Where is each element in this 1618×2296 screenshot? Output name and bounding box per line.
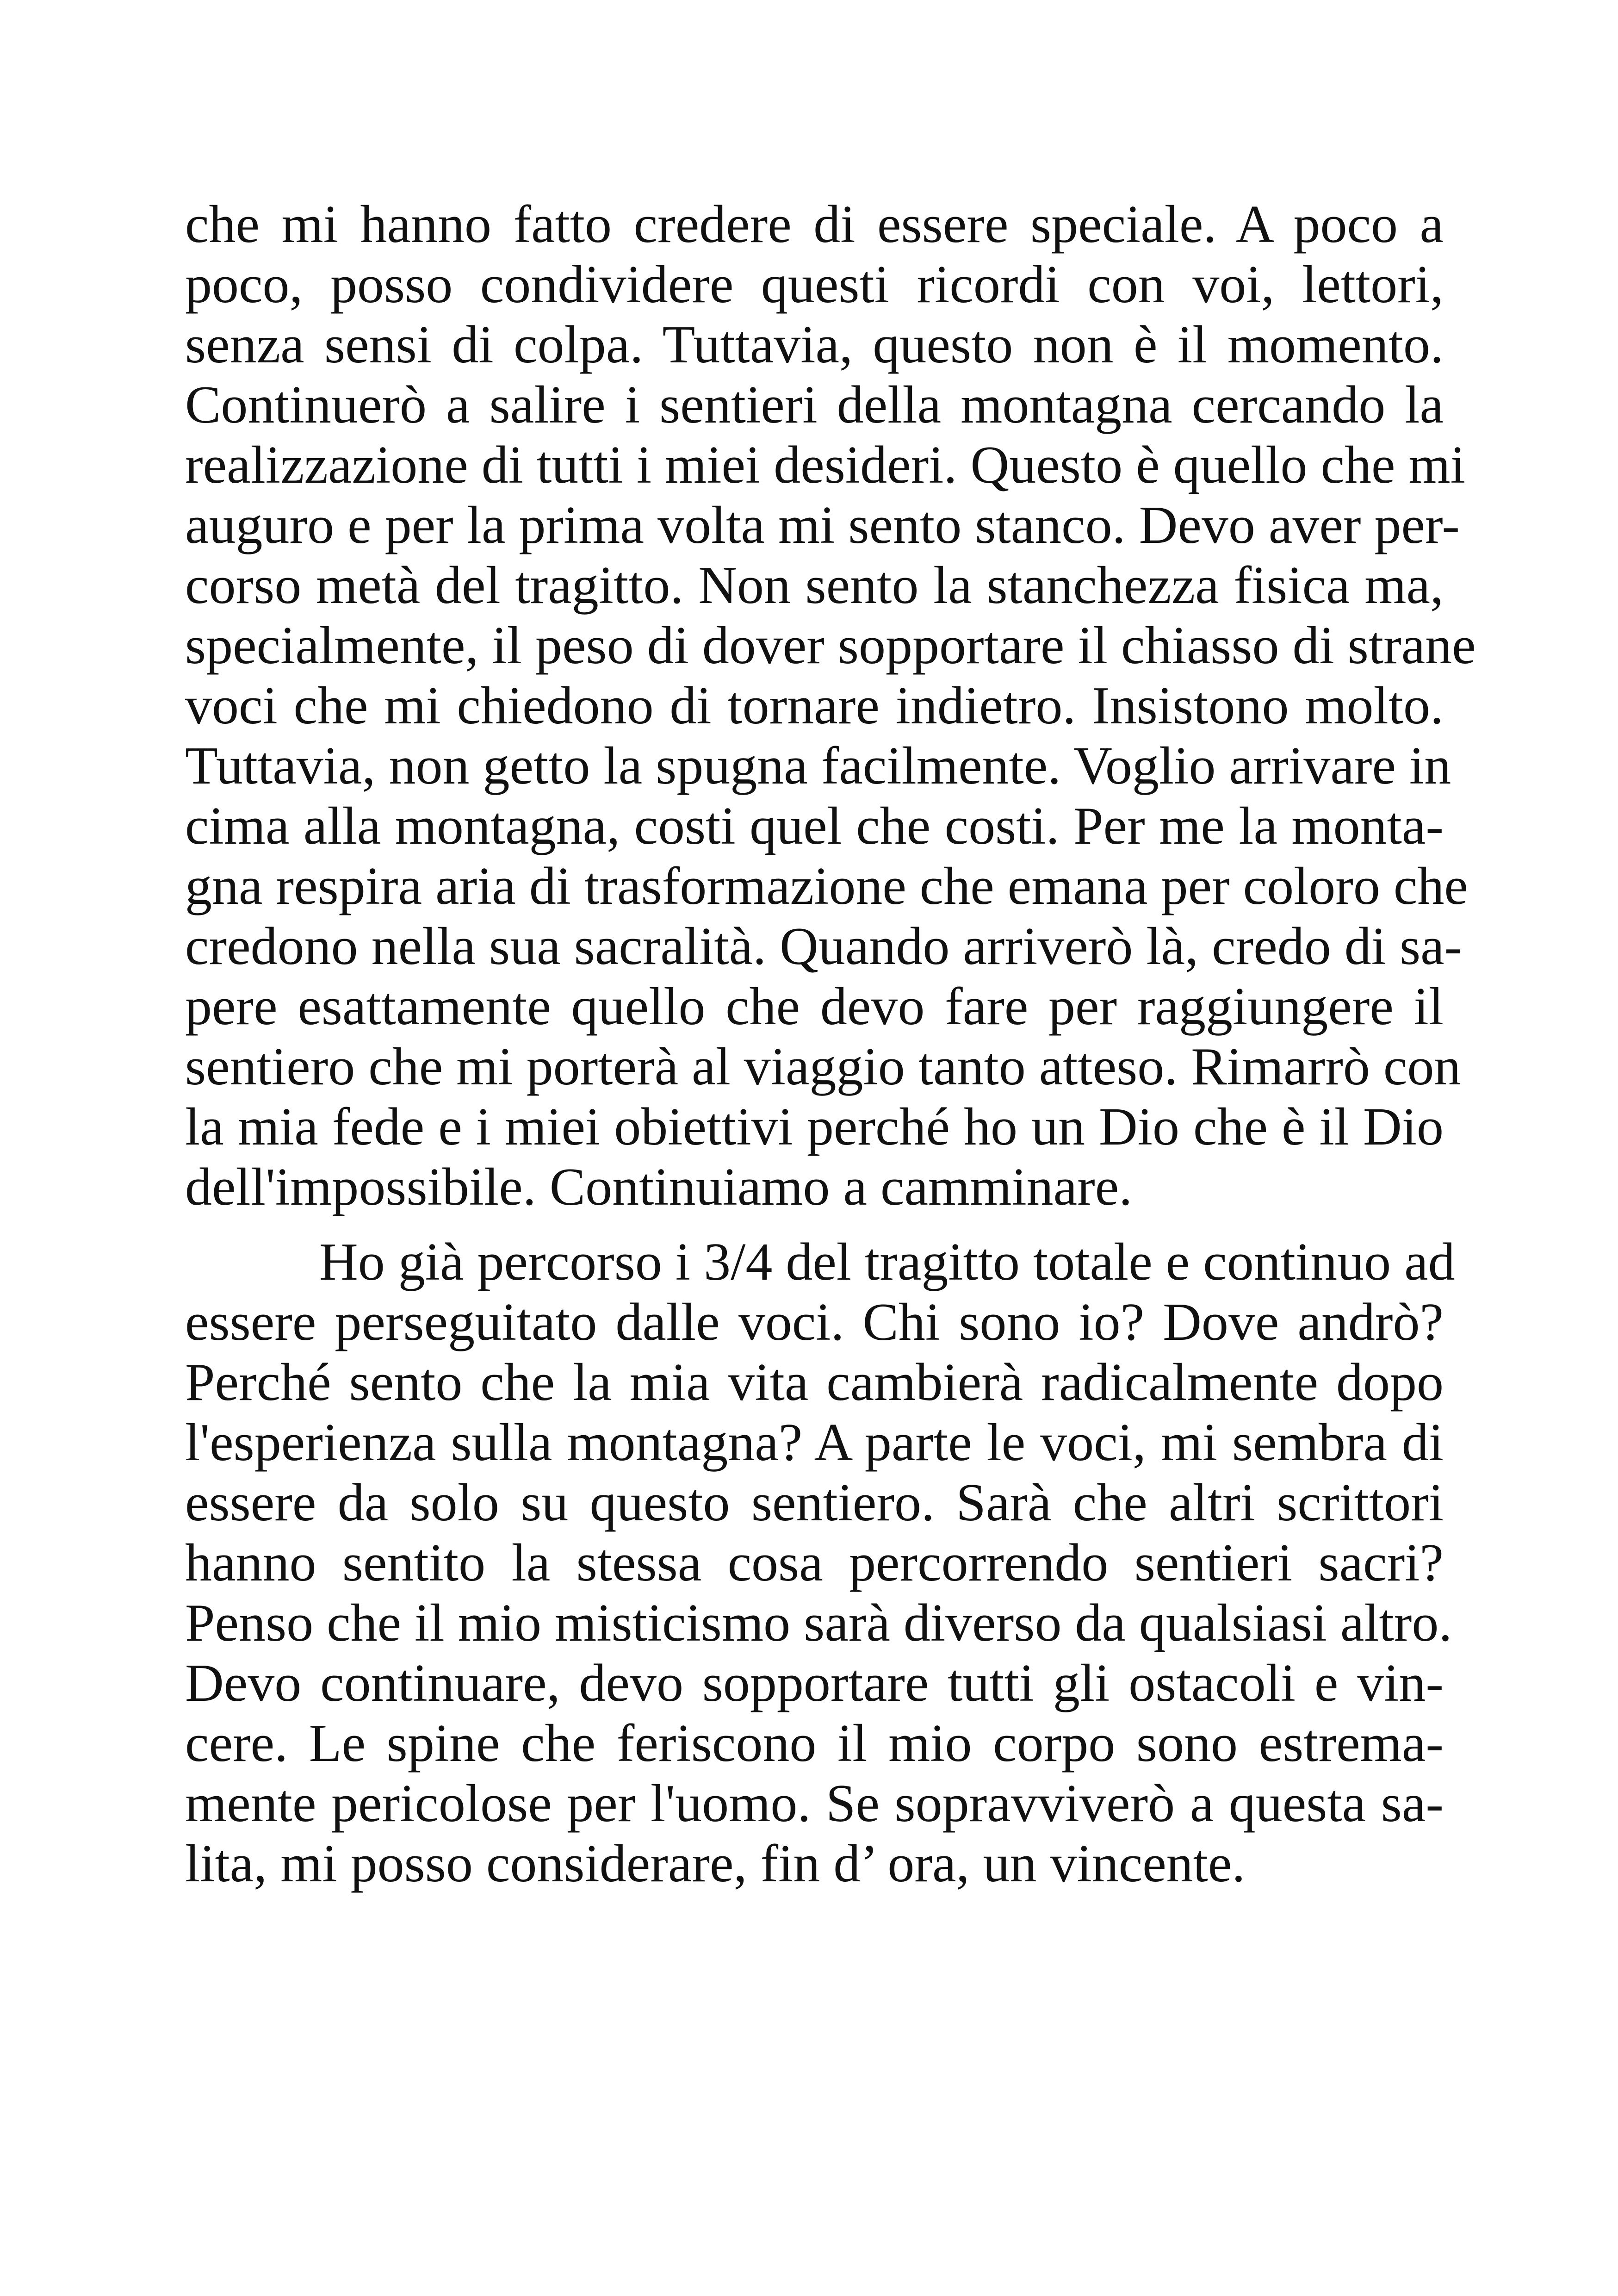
paragraph-2 [185, 1232, 1455, 1894]
text-line: essere da solo su questo sentiero. Sarà che altri scrittori [185, 1473, 1444, 1532]
text-line: corso metà del tragitto. Non sento la stanchezza fisica ma, [185, 556, 1444, 615]
text-line: Penso che il mio misticismo sarà diverso da qualsiasi altro. [185, 1593, 1452, 1653]
text-line: pere esattamente quello che devo fare per raggiungere il [185, 977, 1444, 1036]
text-line: mente pericolose per l'uomo. Se sopravviverò a questa sa- [185, 1774, 1444, 1833]
text-line: lita, mi posso considerare, fin d’ ora, un vincente. [185, 1834, 1246, 1893]
text-line: poco, posso condividere questi ricordi con voi, lettori, [185, 255, 1444, 314]
text-line: realizzazione di tutti i miei desideri. Questo è quello che mi [185, 436, 1465, 495]
text-line: Continuerò a salire i sentieri della montagna cercando la [185, 375, 1444, 435]
text-line: credono nella sua sacralità. Quando arriverò là, credo di sa- [185, 917, 1463, 976]
text-line: Tuttavia, non getto la spugna facilmente. Voglio arrivare in [185, 736, 1451, 796]
text-line: specialmente, il peso di dover sopportare il chiasso di strane [185, 616, 1476, 675]
text-line: cima alla montagna, costi quel che costi. Per me la monta- [185, 796, 1444, 856]
text-line: sentiero che mi porterà al viaggio tanto atteso. Rimarrò con [185, 1037, 1461, 1096]
text-line: l'esperienza sulla montagna? A parte le voci, mi sembra di [185, 1413, 1444, 1472]
text-line: la mia fede e i miei obiettivi perché ho un Dio che è il Dio [185, 1097, 1444, 1157]
text-line: cere. Le spine che feriscono il mio corpo sono estrema- [185, 1714, 1444, 1773]
paragraph-1 [185, 194, 1476, 1217]
text-line: essere perseguitato dalle voci. Chi sono io? Dove andrò? [185, 1293, 1444, 1352]
text-line: che mi hanno fatto credere di essere speciale. A poco a [185, 195, 1444, 254]
text-line: dell'impossibile. Continuiamo a camminare. [185, 1157, 1133, 1217]
text-line: hanno sentito la stessa cosa percorrendo sentieri sacri? [185, 1533, 1444, 1593]
document-page [185, 194, 1476, 1894]
text-line: Devo continuare, devo sopportare tutti gli ostacoli e vin- [185, 1654, 1444, 1713]
text-line: voci che mi chiedono di tornare indietro. Insistono molto. [185, 676, 1444, 735]
text-line: auguro e per la prima volta mi sento stanco. Devo aver per- [185, 496, 1460, 555]
text-line: Ho già percorso i 3/4 del tragitto totale e continuo ad [319, 1232, 1455, 1292]
text-line: gna respira aria di trasformazione che emana per coloro che [185, 857, 1468, 916]
text-line: Perché sento che la mia vita cambierà radicalmente dopo [185, 1353, 1444, 1412]
text-line: senza sensi di colpa. Tuttavia, questo non è il momento. [185, 315, 1444, 374]
